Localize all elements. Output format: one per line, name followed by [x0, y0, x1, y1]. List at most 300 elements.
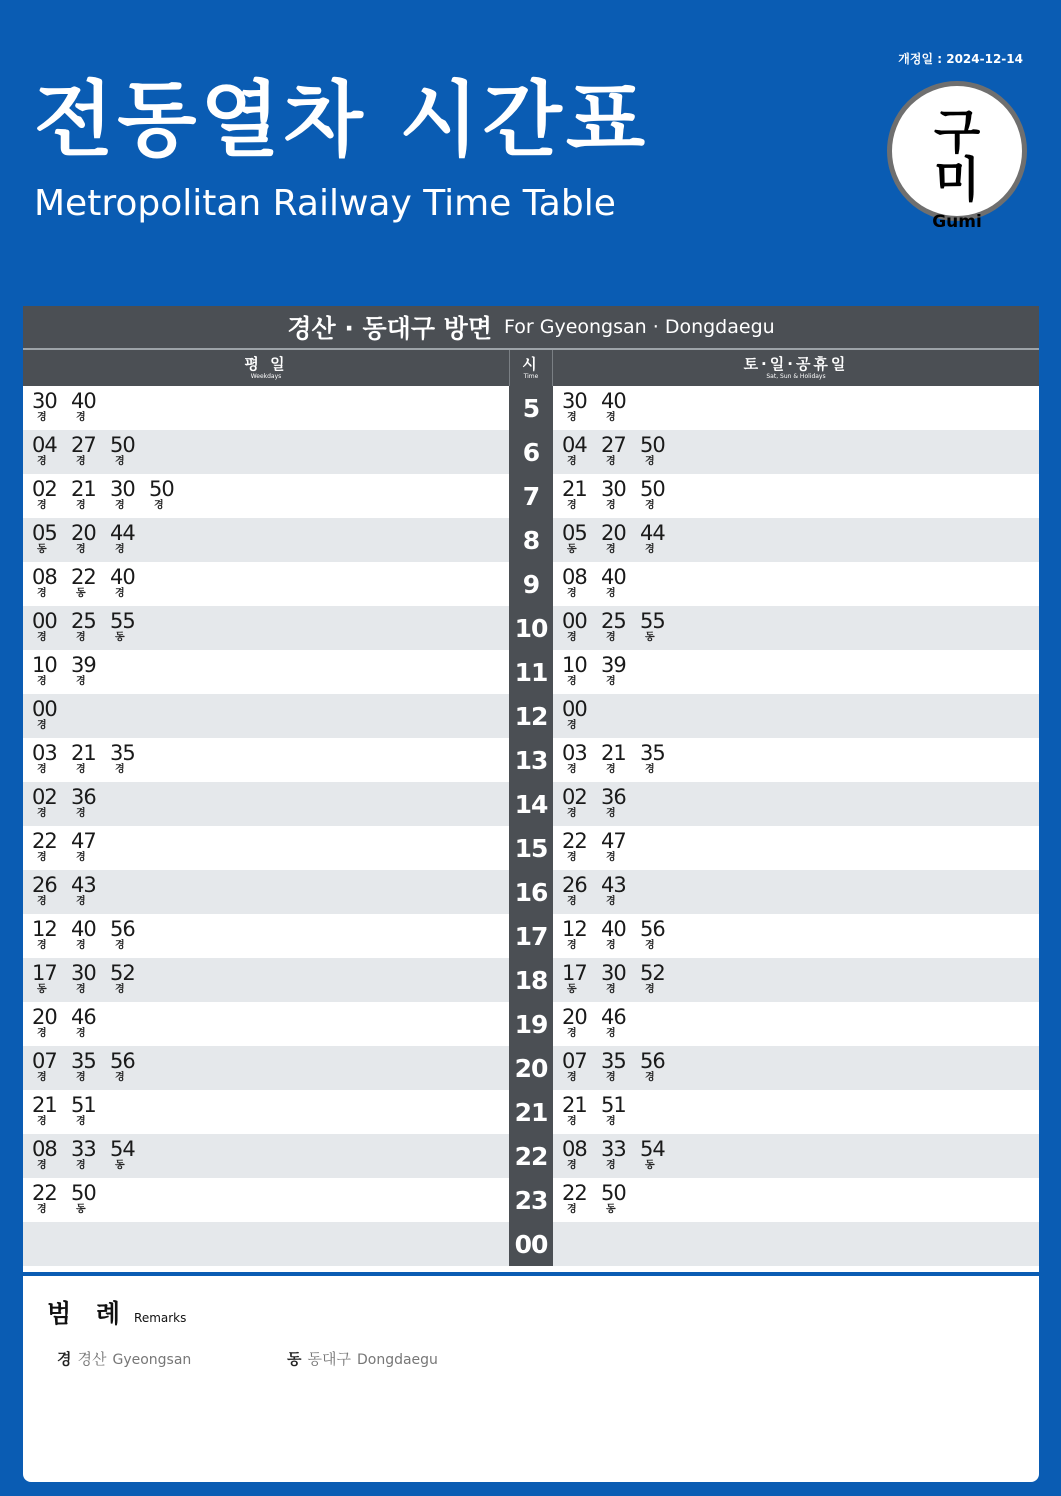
destination-code: 경: [76, 1028, 86, 1039]
departure: [32, 698, 71, 732]
departure: [601, 830, 640, 864]
departure-minute: 52: [640, 961, 665, 985]
departure-minute: 21: [601, 741, 626, 765]
departure-minute: 22: [32, 1181, 57, 1205]
destination-code: 경: [606, 896, 616, 907]
weekday-departures: [23, 738, 509, 782]
departure-minute: 30: [601, 961, 626, 985]
destination-code: 경: [567, 1028, 577, 1039]
departure: [601, 1182, 640, 1216]
legend-label-ko: 경산: [77, 1350, 107, 1368]
holiday-departures: [553, 1134, 1039, 1178]
departure-minute: 17: [32, 961, 57, 985]
destination-code: 경: [76, 676, 86, 687]
departure: [562, 1138, 601, 1172]
departure: [562, 962, 601, 996]
departure-minute: 35: [71, 1049, 96, 1073]
departure-minute: 36: [601, 785, 626, 809]
destination-code: 경: [606, 1072, 616, 1083]
departure: [640, 478, 679, 512]
departure-minute: 27: [71, 433, 96, 457]
destination-code: 경: [37, 720, 47, 731]
departure: [110, 1138, 149, 1172]
timetable-row: [23, 474, 1039, 518]
departure: [71, 654, 110, 688]
destination-code: 경: [567, 676, 577, 687]
departure: [601, 566, 640, 600]
holiday-departures: [553, 738, 1039, 782]
holiday-departures: [553, 1002, 1039, 1046]
departure: [562, 698, 601, 732]
timetable-panel: [23, 306, 1039, 1272]
departure-minute: 51: [601, 1093, 626, 1117]
departure-minute: 12: [562, 917, 587, 941]
weekday-departures: [23, 870, 509, 914]
departure-minute: 22: [32, 829, 57, 853]
departure: [32, 1138, 71, 1172]
destination-code: 경: [606, 984, 616, 995]
departure: [71, 962, 110, 996]
destination-code: 경: [567, 412, 577, 423]
destination-code: 경: [606, 764, 616, 775]
departure: [562, 918, 601, 952]
weekday-departures: [23, 826, 509, 870]
destination-code: 동: [115, 1160, 125, 1171]
departure: [110, 1050, 149, 1084]
departure: [562, 1006, 601, 1040]
destination-code: 경: [76, 412, 86, 423]
legend-label-en: Dongdaegu: [356, 1352, 438, 1368]
departure: [71, 874, 110, 908]
departure-minute: 56: [110, 917, 135, 941]
departure-minute: 02: [32, 785, 57, 809]
departure: [71, 1138, 110, 1172]
timetable-row: [23, 1134, 1039, 1178]
departure-minute: 05: [32, 521, 57, 545]
departure: [601, 1138, 640, 1172]
destination-code: 경: [645, 500, 655, 511]
destination-code: 동: [76, 1204, 86, 1215]
destination-code: 경: [115, 588, 125, 599]
destination-code: 동: [76, 588, 86, 599]
destination-code: 경: [115, 940, 125, 951]
departure: [640, 1050, 679, 1084]
departure: [32, 566, 71, 600]
holiday-departures: [553, 958, 1039, 1002]
weekday-departures: [23, 562, 509, 606]
destination-code: 경: [76, 1116, 86, 1127]
weekday-departures: [23, 518, 509, 562]
departure-minute: 43: [601, 873, 626, 897]
departure: [640, 742, 679, 776]
destination-code: 경: [37, 808, 47, 819]
departure: [32, 918, 71, 952]
destination-code: 경: [567, 808, 577, 819]
departure: [601, 918, 640, 952]
departure-minute: 50: [601, 1181, 626, 1205]
departure-minute: 04: [32, 433, 57, 457]
departure: [562, 1094, 601, 1128]
departure-minute: 47: [71, 829, 96, 853]
departure-minute: 30: [110, 477, 135, 501]
departure: [32, 1050, 71, 1084]
timetable-row: [23, 562, 1039, 606]
station-name-en: Gumi: [932, 212, 982, 232]
departure: [562, 566, 601, 600]
holiday-departures: [553, 1178, 1039, 1222]
departure-minute: 40: [71, 917, 96, 941]
destination-code: 경: [37, 1116, 47, 1127]
holiday-departures: [553, 386, 1039, 430]
destination-code: 경: [76, 896, 86, 907]
departure-minute: 30: [71, 961, 96, 985]
timetable-rows: [23, 386, 1039, 1266]
page-title: 전동열차 시간표: [34, 73, 650, 168]
destination-code: 경: [567, 852, 577, 863]
holiday-departures: [553, 518, 1039, 562]
holiday-departures: [553, 1222, 1039, 1266]
destination-code: 동: [645, 632, 655, 643]
legend-title-en: Remarks: [134, 1311, 187, 1325]
legend-title-ko: 범 례: [47, 1299, 129, 1328]
destination-code: 경: [37, 588, 47, 599]
hour-label: 18: [509, 958, 553, 1002]
destination-code: 경: [76, 1072, 86, 1083]
holiday-departures: [553, 1046, 1039, 1090]
departure: [601, 1050, 640, 1084]
holiday-departures: [553, 430, 1039, 474]
weekday-label-en: Weekdays: [250, 372, 282, 380]
departure: [110, 742, 149, 776]
departure-minute: 04: [562, 433, 587, 457]
destination-code: 경: [645, 1072, 655, 1083]
destination-code: 경: [606, 808, 616, 819]
departure-minute: 50: [110, 433, 135, 457]
departure-minute: 21: [71, 741, 96, 765]
holiday-departures: [553, 826, 1039, 870]
departure-minute: 46: [71, 1005, 96, 1029]
destination-code: 경: [76, 544, 86, 555]
departure: [32, 1006, 71, 1040]
hour-label: 20: [509, 1046, 553, 1090]
departure: [71, 1050, 110, 1084]
departure-minute: 02: [562, 785, 587, 809]
destination-code: 경: [37, 1204, 47, 1215]
destination-code: 동: [37, 544, 47, 555]
holiday-departures: [553, 870, 1039, 914]
hour-label: 22: [509, 1134, 553, 1178]
hour-label: 16: [509, 870, 553, 914]
departure: [601, 522, 640, 556]
departure-minute: 20: [601, 521, 626, 545]
departure: [71, 390, 110, 424]
destination-code: 경: [606, 456, 616, 467]
departure-minute: 21: [562, 1093, 587, 1117]
hour-label: 13: [509, 738, 553, 782]
departure-minute: 44: [640, 521, 665, 545]
departure: [562, 478, 601, 512]
departure-minute: 36: [71, 785, 96, 809]
destination-code: 경: [606, 544, 616, 555]
departure-minute: 30: [601, 477, 626, 501]
destination-code: 동: [606, 1204, 616, 1215]
destination-code: 경: [37, 1160, 47, 1171]
hour-label: 00: [509, 1222, 553, 1266]
hour-label: 9: [509, 562, 553, 606]
hour-label: 10: [509, 606, 553, 650]
departure: [71, 610, 110, 644]
departure: [601, 654, 640, 688]
departure-minute: 10: [32, 653, 57, 677]
destination-code: 경: [37, 412, 47, 423]
timetable-row: [23, 1178, 1039, 1222]
departure-minute: 22: [562, 1181, 587, 1205]
hour-label: 14: [509, 782, 553, 826]
destination-code: 경: [606, 412, 616, 423]
departure: [71, 1182, 110, 1216]
departure-minute: 05: [562, 521, 587, 545]
departure-minute: 08: [32, 1137, 57, 1161]
holiday-label-ko: 토·일·공휴일: [743, 354, 849, 373]
destination-code: 경: [37, 764, 47, 775]
timetable-row: [23, 958, 1039, 1002]
destination-code: 경: [567, 1160, 577, 1171]
departure: [32, 786, 71, 820]
timetable-row: [23, 1090, 1039, 1134]
direction-ko: 경산 · 동대구 방면: [287, 314, 492, 343]
weekday-departures: [23, 1002, 509, 1046]
timetable-row: [23, 1002, 1039, 1046]
weekday-departures: [23, 1178, 509, 1222]
departure-minute: 00: [32, 697, 57, 721]
departure: [32, 1182, 71, 1216]
departure: [640, 918, 679, 952]
departure: [32, 434, 71, 468]
departure: [32, 390, 71, 424]
departure-minute: 07: [32, 1049, 57, 1073]
holiday-departures: [553, 562, 1039, 606]
destination-code: 경: [606, 676, 616, 687]
departure-minute: 25: [601, 609, 626, 633]
departure-minute: 27: [601, 433, 626, 457]
destination-code: 경: [645, 764, 655, 775]
timetable-row: [23, 606, 1039, 650]
departure: [601, 962, 640, 996]
weekday-label-ko: 평 일: [244, 354, 288, 373]
departure: [601, 1094, 640, 1128]
departure-minute: 03: [562, 741, 587, 765]
departure: [32, 1094, 71, 1128]
column-header: [23, 350, 1039, 386]
destination-code: 경: [645, 984, 655, 995]
departure-minute: 43: [71, 873, 96, 897]
departure-minute: 22: [71, 565, 96, 589]
departure: [562, 1050, 601, 1084]
departure: [640, 434, 679, 468]
departure: [562, 434, 601, 468]
departure: [110, 478, 149, 512]
departure: [562, 654, 601, 688]
departure-minute: 00: [562, 609, 587, 633]
weekday-departures: [23, 958, 509, 1002]
departure-minute: 17: [562, 961, 587, 985]
destination-code: 경: [37, 1028, 47, 1039]
timetable-row: [23, 1222, 1039, 1266]
destination-code: 경: [567, 764, 577, 775]
destination-code: 동: [115, 632, 125, 643]
departure: [71, 1006, 110, 1040]
destination-code: 경: [76, 808, 86, 819]
holiday-label-en: Sat, Sun & Holidays: [766, 372, 826, 380]
departure: [71, 566, 110, 600]
destination-code: 경: [567, 456, 577, 467]
departure-minute: 21: [562, 477, 587, 501]
direction-en: For Gyeongsan · Dongdaegu: [504, 316, 775, 338]
destination-code: 경: [37, 940, 47, 951]
hour-label: 7: [509, 474, 553, 518]
departure-minute: 39: [601, 653, 626, 677]
destination-code: 경: [76, 500, 86, 511]
departure: [601, 786, 640, 820]
departure: [32, 654, 71, 688]
departure-minute: 08: [32, 565, 57, 589]
departure: [562, 742, 601, 776]
destination-code: 경: [606, 1028, 616, 1039]
hour-label: 11: [509, 650, 553, 694]
destination-code: 경: [154, 500, 164, 511]
departure-minute: 35: [110, 741, 135, 765]
weekday-departures: [23, 650, 509, 694]
departure: [32, 830, 71, 864]
timetable-row: [23, 518, 1039, 562]
departure-minute: 25: [71, 609, 96, 633]
departure-minute: 20: [562, 1005, 587, 1029]
hour-label: 12: [509, 694, 553, 738]
weekday-column-header: [23, 350, 509, 386]
destination-code: 경: [37, 456, 47, 467]
departure-minute: 52: [110, 961, 135, 985]
departure-minute: 07: [562, 1049, 587, 1073]
departure-minute: 33: [601, 1137, 626, 1161]
timetable-row: [23, 738, 1039, 782]
departure-minute: 50: [640, 433, 665, 457]
destination-code: 경: [37, 896, 47, 907]
departure: [562, 610, 601, 644]
destination-code: 동: [567, 984, 577, 995]
departure-minute: 21: [32, 1093, 57, 1117]
destination-code: 동: [645, 1160, 655, 1171]
destination-code: 경: [606, 940, 616, 951]
departure: [562, 522, 601, 556]
destination-code: 경: [76, 984, 86, 995]
departure: [71, 830, 110, 864]
departure-minute: 50: [149, 477, 174, 501]
departure: [562, 1182, 601, 1216]
departure-minute: 55: [640, 609, 665, 633]
legend-label-ko: 동대구: [307, 1350, 351, 1368]
legend-title: [47, 1294, 186, 1330]
hour-label: 23: [509, 1178, 553, 1222]
holiday-departures: [553, 694, 1039, 738]
departure: [640, 962, 679, 996]
departure-minute: 54: [110, 1137, 135, 1161]
legend-code: 경: [57, 1350, 72, 1368]
departure-minute: 08: [562, 565, 587, 589]
destination-code: 경: [76, 764, 86, 775]
departure-minute: 00: [562, 697, 587, 721]
weekday-departures: [23, 430, 509, 474]
destination-code: 경: [606, 500, 616, 511]
destination-code: 경: [606, 632, 616, 643]
departure-minute: 30: [32, 389, 57, 413]
departure-minute: 44: [110, 521, 135, 545]
holiday-column-header: [553, 350, 1039, 386]
destination-code: 경: [76, 852, 86, 863]
holiday-departures: [553, 1090, 1039, 1134]
departure-minute: 03: [32, 741, 57, 765]
departure: [601, 742, 640, 776]
destination-code: 경: [567, 632, 577, 643]
departure-minute: 08: [562, 1137, 587, 1161]
hour-label: 8: [509, 518, 553, 562]
departure: [32, 610, 71, 644]
destination-code: 경: [606, 852, 616, 863]
departure-minute: 40: [601, 917, 626, 941]
departure-minute: 40: [601, 389, 626, 413]
weekday-departures: [23, 606, 509, 650]
hour-label: 6: [509, 430, 553, 474]
departure-minute: 47: [601, 829, 626, 853]
weekday-departures: [23, 1046, 509, 1090]
departure: [601, 478, 640, 512]
departure-minute: 22: [562, 829, 587, 853]
time-column-header: [509, 350, 553, 386]
departure-minute: 30: [562, 389, 587, 413]
departure-minute: 35: [640, 741, 665, 765]
timetable-row: [23, 870, 1039, 914]
destination-code: 경: [567, 896, 577, 907]
destination-code: 경: [606, 1160, 616, 1171]
departure: [71, 434, 110, 468]
destination-code: 경: [567, 500, 577, 511]
departure-minute: 56: [110, 1049, 135, 1073]
departure-minute: 35: [601, 1049, 626, 1073]
departure-minute: 10: [562, 653, 587, 677]
departure: [32, 742, 71, 776]
destination-code: 경: [567, 720, 577, 731]
departure: [71, 1094, 110, 1128]
departure: [640, 610, 679, 644]
departure-minute: 51: [71, 1093, 96, 1117]
destination-code: 경: [115, 456, 125, 467]
destination-code: 경: [37, 676, 47, 687]
departure: [110, 610, 149, 644]
departure-minute: 12: [32, 917, 57, 941]
departure: [562, 786, 601, 820]
departure-minute: 56: [640, 1049, 665, 1073]
destination-code: 경: [115, 984, 125, 995]
holiday-departures: [553, 606, 1039, 650]
revision-date: 개정일 : 2024-12-14: [898, 52, 1023, 66]
timetable-row: [23, 826, 1039, 870]
timetable-row: [23, 650, 1039, 694]
departure-minute: 33: [71, 1137, 96, 1161]
weekday-departures: [23, 1222, 509, 1266]
destination-code: 경: [567, 1204, 577, 1215]
destination-code: 경: [115, 1072, 125, 1083]
weekday-departures: [23, 1134, 509, 1178]
time-label-en: Time: [523, 372, 539, 380]
